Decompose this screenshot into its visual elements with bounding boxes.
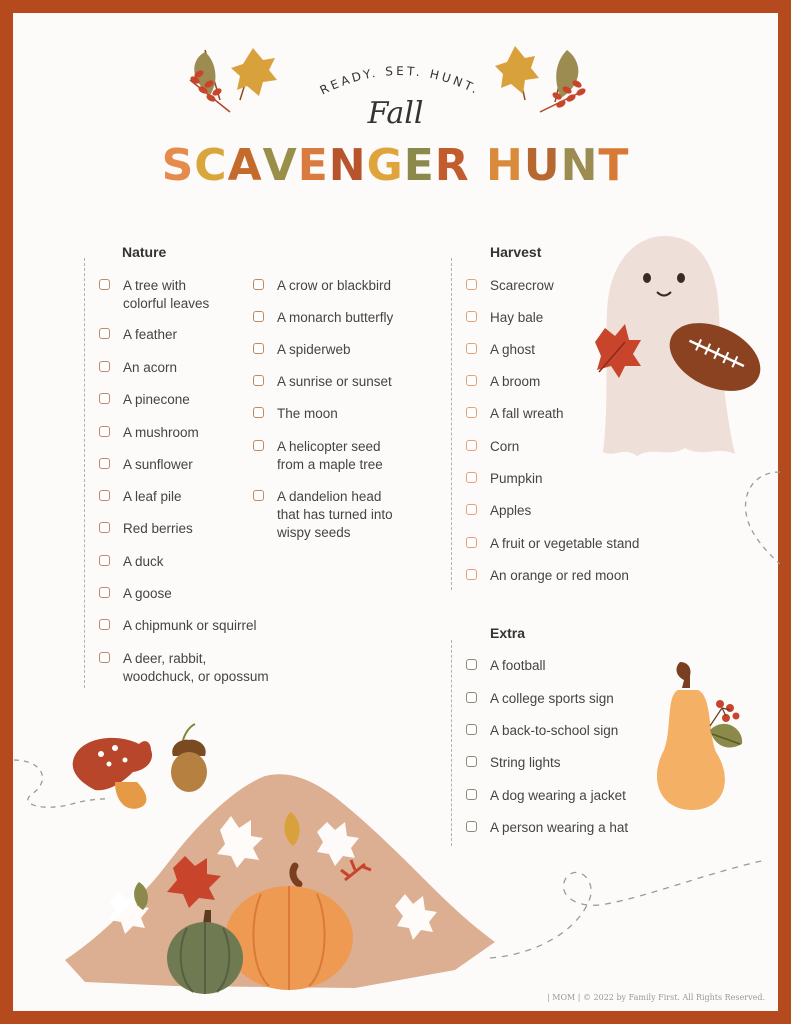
nature-item [123,488,182,506]
dashed-swirl-left [12,750,112,820]
harvest-item [490,309,543,327]
nature-item [123,326,177,344]
title-letter: C [194,140,228,191]
extra-item-label: String lights [490,755,561,770]
title-letter [470,140,486,191]
checkbox[interactable] [99,328,110,339]
nature-item [277,405,338,423]
checkbox[interactable] [253,311,264,322]
checkbox[interactable] [99,652,110,663]
nature-item [123,585,172,603]
svg-text:READY. SET. HUNT.: READY. SET. HUNT. [317,63,483,98]
checkbox[interactable] [99,490,110,501]
extra-item-label: A person wearing a hat [490,820,629,835]
checkbox[interactable] [466,440,477,451]
checkbox[interactable] [99,361,110,372]
title-letter: A [227,140,263,191]
harvest-item [490,373,540,391]
nature-item [277,309,393,327]
harvest-item-label: A fall wreath [490,406,564,421]
nature-item [123,359,177,377]
title-letter: V [262,140,298,191]
checkbox[interactable] [466,569,477,580]
harvest-item-label: Corn [490,439,520,454]
nature-item-label: A mushroom [123,425,199,440]
title-letter: T [598,140,630,191]
checkbox[interactable] [253,343,264,354]
checkbox[interactable] [99,458,110,469]
nature-item [123,456,193,474]
harvest-item [490,438,519,456]
checkbox[interactable] [99,619,110,630]
title-letter: U [523,140,561,191]
nature-item [123,650,269,686]
checkbox[interactable] [99,279,110,290]
checkbox[interactable] [466,343,477,354]
title-letter: N [328,140,367,191]
nature-item-label: A dandelion head that has turned into wispy seeds [277,489,393,540]
checkbox[interactable] [466,537,477,548]
extra-item-label: A college sports sign [490,691,614,706]
harvest-item [490,535,639,553]
nature-item [123,391,190,409]
checkbox[interactable] [466,407,477,418]
nature-item-label: A chipmunk or squirrel [123,618,257,633]
harvest-item-label: A fruit or vegetable stand [490,536,640,551]
nature-item-label: A sunrise or sunset [277,374,392,389]
extra-item [490,657,546,675]
harvest-item-label: Pumpkin [490,471,543,486]
harvest-item-label: Hay bale [490,310,544,325]
checkbox[interactable] [466,279,477,290]
nature-item [123,617,257,635]
checkbox[interactable] [253,440,264,451]
title-letter: S [161,140,195,191]
nature-item-label: A monarch butterfly [277,310,394,325]
harvest-item [490,502,531,520]
nature-item-label: Red berries [123,521,193,536]
harvest-divider [451,258,452,590]
checkbox[interactable] [99,393,110,404]
nature-item-label: A duck [123,554,164,569]
harvest-item [490,470,543,488]
nature-item [277,277,391,295]
nature-item-label: A leaf pile [123,489,182,504]
title-letter: H [486,140,524,191]
extra-item-label: A dog wearing a jacket [490,788,626,803]
nature-item [277,373,392,391]
title-letter: E [297,140,329,191]
checkbox[interactable] [99,426,110,437]
checkbox[interactable] [253,279,264,290]
checkbox[interactable] [466,311,477,322]
dashed-swirl-bottom-right [470,858,770,968]
dashed-swirl-right-top [735,468,780,568]
title-letter: R [434,140,470,191]
checkbox[interactable] [253,490,264,501]
extra-heading: Extra [490,625,526,641]
nature-item [123,277,209,313]
harvest-item-label: An orange or red moon [490,568,629,583]
nature-heading: Nature [122,244,167,260]
extra-item-label: A back-to-school sign [490,723,619,738]
nature-item [123,424,199,442]
nature-item-label: A sunflower [123,457,193,472]
nature-item-label: A spiderweb [277,342,351,357]
checkbox[interactable] [253,375,264,386]
title-letter: E [403,140,435,191]
nature-item [123,520,193,538]
script-title: Fall [367,96,424,131]
nature-item-label: The moon [277,406,338,421]
nature-item [277,488,393,542]
nature-item [277,438,383,474]
harvest-item [490,567,629,585]
checkbox[interactable] [99,587,110,598]
harvest-item [490,405,564,423]
checkbox[interactable] [99,555,110,566]
nature-item-label: A tree with colorful leaves [123,278,210,311]
checkbox[interactable] [466,504,477,515]
page-title [0,140,791,191]
nature-item-label: A helicopter seed from a maple tree [277,439,383,472]
title-letter: N [560,140,599,191]
harvest-heading: Harvest [490,244,542,260]
harvest-item [490,277,554,295]
checkbox[interactable] [466,375,477,386]
nature-item-label: A feather [123,327,178,342]
gourd-illustration [650,660,750,815]
checkbox[interactable] [466,472,477,483]
extra-item [490,819,628,837]
nature-item-label: A deer, rabbit, woodchuck, or opossum [123,651,269,684]
extra-item [490,787,626,805]
nature-item-label: A crow or blackbird [277,278,392,293]
extra-item [490,722,618,740]
nature-divider [84,258,85,688]
nature-item-label: An acorn [123,360,178,375]
checkbox[interactable] [466,659,477,670]
title-letter: G [366,140,404,191]
nature-item [277,341,351,359]
copyright-footer: | MOM | © 2022 by Family First. All Rights Reserved. [547,993,765,1002]
harvest-item-label: A ghost [490,342,536,357]
harvest-item [490,341,535,359]
checkbox[interactable] [253,407,264,418]
leaf-pile-illustration [55,720,505,1000]
nature-item-label: A goose [123,586,172,601]
checkbox[interactable] [99,522,110,533]
harvest-item-label: Apples [490,503,532,518]
harvest-item-label: A broom [490,374,541,389]
harvest-item-label: Scarecrow [490,278,554,293]
checkbox[interactable] [466,692,477,703]
extra-item [490,690,614,708]
nature-item-label: A pinecone [123,392,190,407]
nature-item [123,553,164,571]
ghost-football-illustration [585,232,765,462]
extra-item-label: A football [490,658,546,673]
